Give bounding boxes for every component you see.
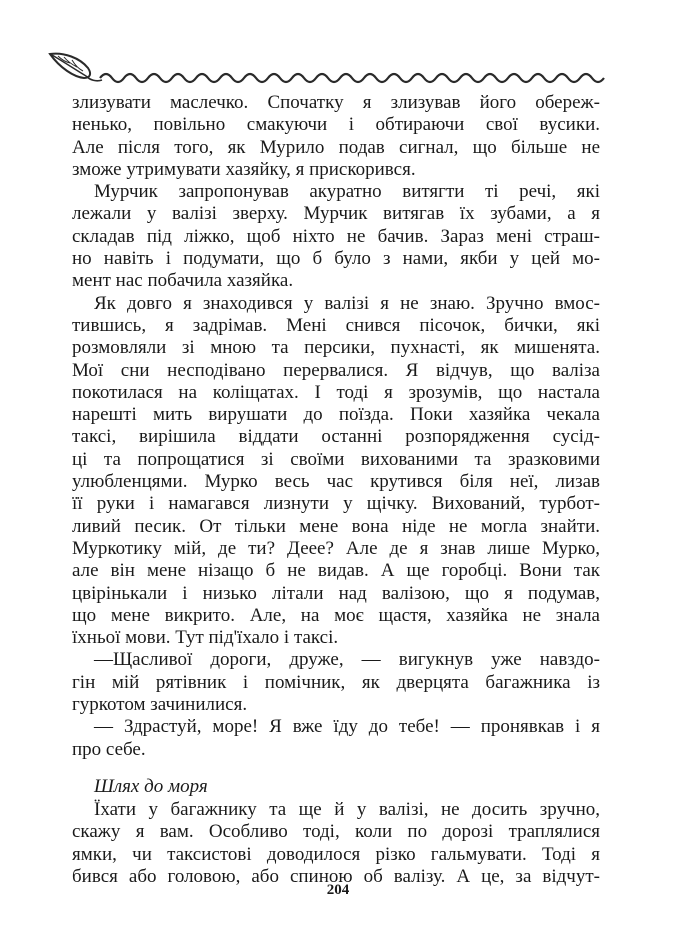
text-line: Але після того, як Мурило подав сигнал, що більше не xyxy=(72,136,600,158)
section-heading: Шлях до моря xyxy=(94,775,208,797)
text-line: ливий песик. От тільки мене вона ніде не могла знайти. xyxy=(72,515,600,537)
text-line: улюбленцями. Мурко весь час крутився біля неї, лизав xyxy=(72,471,600,493)
text-line: але він мене нізащо б не видав. А ще горобці. Вони так xyxy=(72,560,600,582)
page-body xyxy=(72,92,600,888)
text-line: Їхати у багажнику та ще й у валізі, не досить зручно, xyxy=(94,798,600,820)
text-line: ненько, повільно смакуючи і обтираючи свої вусики. xyxy=(72,114,600,136)
text-line: — Здрастуй, море! Я вже їду до тебе! — пронявкав і я xyxy=(94,716,600,738)
text-line: що мене викрито. Але, на моє щастя, хазяйка не знала xyxy=(72,604,600,626)
text-line: бився або головою, або спиною об валізу. А це, за відчут- xyxy=(72,865,600,887)
text-line: таксі, вирішила віддати останні розпорядження сусід- xyxy=(72,426,600,448)
text-line: про себе. xyxy=(72,738,146,760)
text-line: її руки і намагався лизнути у щічку. Вихований, турбот- xyxy=(72,493,600,515)
text-line: Як довго я знаходився у валізі я не знаю. Зручно вмос- xyxy=(94,292,600,314)
text-line: —Щасливої дороги, друже, — вигукнув уже навздо- xyxy=(94,649,600,671)
text-line: нарешті мить вирушати до поїзда. Поки хазяйка чекала xyxy=(72,404,600,426)
page-number: 204 xyxy=(326,882,350,898)
text-line: Мої сни несподівано перервалися. Я відчув, що валіза xyxy=(72,359,600,381)
text-line: складав під ліжко, щоб ніхто не бачив. Зараз мені страш- xyxy=(72,225,600,247)
text-line: ямки, чи таксистові доводилося різко гальмувати. Тоді я xyxy=(72,843,600,865)
section-gap xyxy=(72,761,600,775)
text-line: тившись, я задрімав. Мені снився пісочок, бички, які xyxy=(72,314,600,336)
text-line: мент нас побачила хазяйка. xyxy=(72,270,294,292)
text-line: скажу я вам. Особливо тоді, коли по дорозі траплялися xyxy=(72,821,600,843)
text-line: но навіть і подумати, що б було з нами, якби у цей мо- xyxy=(72,248,600,270)
quill-feather-wave-icon xyxy=(46,44,606,88)
text-line: Муркотику мій, де ти? Деее? Але де я знав лише Мурко, xyxy=(72,537,600,559)
text-line: злизувати маслечко. Спочатку я злизував його обереж- xyxy=(72,92,600,113)
text-line: гуркотом зачинилися. xyxy=(72,694,248,716)
text-line: гін мій рятівник і помічник, як дверцята багажника із xyxy=(72,671,600,693)
text-line: лежали у валізі зверху. Мурчик витягав їх зубами, а я xyxy=(72,203,600,225)
text-line: покотилася на коліщатах. І тоді я зрозумів, що настала xyxy=(72,381,600,403)
text-line: розмовляли зі мною та персики, пухнасті, як мишенята. xyxy=(72,337,600,359)
text-line: зможе утримувати хазяйку, я прискорився. xyxy=(72,158,416,180)
text-line: їхньої мови. Тут під'їхало і таксі. xyxy=(72,627,339,649)
text-line: цвірінькали і низько літали над валізою, що я подумав, xyxy=(72,582,600,604)
text-line: Мурчик запропонував акуратно витягти ті речі, які xyxy=(94,181,600,203)
text-line: ці та попрощатися зі своїми вихованими та зразковими xyxy=(72,448,600,470)
